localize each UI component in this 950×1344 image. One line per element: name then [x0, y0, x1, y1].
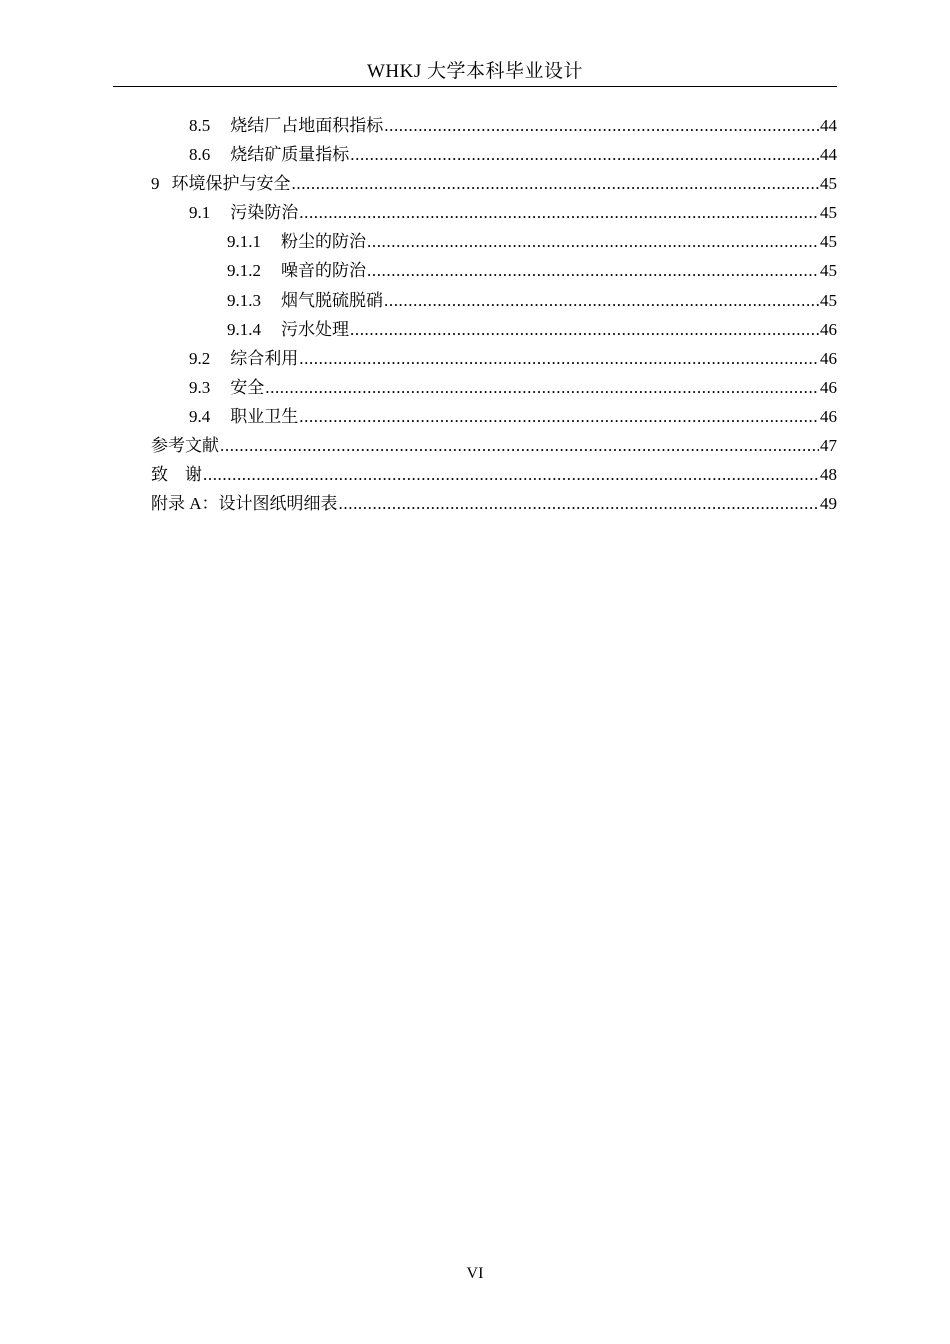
toc-entry-title: 综合利用: [230, 348, 299, 368]
toc-entry-page: 48: [820, 465, 837, 485]
toc-entry-number: 9.1.3: [227, 290, 261, 310]
toc-dot-leader: [350, 315, 819, 344]
toc-entry-number: 9.1.1: [227, 232, 261, 252]
toc-entry-number: 9.4: [189, 406, 211, 426]
toc-entry[interactable]: [151, 286, 837, 315]
toc-dot-leader: [265, 373, 819, 402]
toc-entry[interactable]: [151, 431, 837, 460]
toc-entry[interactable]: [151, 373, 837, 402]
toc-entry-title: 粉尘的防治: [281, 232, 366, 252]
toc-entry-page: 44: [820, 116, 837, 135]
toc-entry-number: 9.3: [189, 377, 211, 397]
toc-entry[interactable]: [151, 198, 837, 227]
running-header: WHKJ 大学本科毕业设计: [366, 61, 584, 82]
toc-entry-page: 45: [820, 174, 837, 194]
toc-dot-leader: [299, 402, 819, 431]
toc-entry-title: 安全: [230, 377, 265, 397]
toc-entry-page: 45: [820, 290, 837, 310]
toc-entry-number: 9.1: [189, 203, 211, 223]
toc-entry-page: 45: [820, 203, 837, 223]
toc-entry-page: 45: [820, 232, 837, 252]
header-rule: [113, 86, 837, 87]
toc-dot-leader: [299, 344, 819, 373]
toc-entry-title: 致 谢: [151, 465, 202, 485]
table-of-contents: [151, 111, 837, 518]
toc-entry-title: 烧结矿质量指标: [230, 145, 350, 165]
toc-entry-page: 49: [820, 494, 837, 514]
toc-dot-leader: [220, 431, 819, 460]
toc-dot-leader: [384, 111, 819, 140]
toc-entry[interactable]: [151, 402, 837, 431]
toc-entry[interactable]: [151, 460, 837, 489]
toc-entry-page: 47: [820, 436, 837, 456]
toc-entry[interactable]: [151, 315, 837, 344]
toc-entry-title: 参考文献: [151, 436, 219, 456]
toc-entry-number: 9.1.4: [227, 319, 261, 339]
toc-dot-leader: [367, 256, 819, 285]
toc-entry[interactable]: [151, 256, 837, 285]
toc-entry-page: 46: [820, 406, 837, 426]
toc-entry-number: 9.1.2: [227, 261, 261, 281]
toc-entry[interactable]: [151, 344, 837, 373]
toc-entry-title: 烟气脱硫脱硝: [281, 290, 383, 310]
toc-entry-title: 烧结厂占地面积指标: [230, 116, 384, 135]
toc-entry-title: 污水处理: [281, 319, 349, 339]
toc-entry[interactable]: [151, 227, 837, 256]
toc-entry[interactable]: [151, 140, 837, 169]
toc-dot-leader: [339, 489, 819, 518]
toc-entry-number: 8.5: [189, 116, 211, 135]
toc-dot-leader: [367, 227, 819, 256]
toc-entry-number: 9: [151, 174, 160, 194]
toc-entry-number: 9.2: [189, 348, 211, 368]
page-number: VI: [466, 1265, 484, 1282]
toc-entry[interactable]: [151, 169, 837, 198]
toc-entry[interactable]: [151, 111, 837, 140]
toc-dot-leader: [292, 169, 820, 198]
toc-dot-leader: [350, 140, 819, 169]
toc-entry-title: 环境保护与安全: [171, 174, 291, 194]
toc-entry-title: 职业卫生: [230, 406, 299, 426]
toc-entry-page: 46: [820, 377, 837, 397]
toc-entry-title: 污染防治: [230, 203, 299, 223]
toc-entry-page: 46: [820, 348, 837, 368]
toc-dot-leader: [299, 198, 819, 227]
toc-entry-number: 8.6: [189, 145, 211, 165]
toc-entry-title: 噪音的防治: [281, 261, 366, 281]
toc-entry[interactable]: [151, 489, 837, 518]
toc-entry-page: 46: [820, 319, 837, 339]
toc-dot-leader: [384, 286, 819, 315]
toc-dot-leader: [203, 460, 819, 489]
toc-entry-page: 45: [820, 261, 837, 281]
toc-entry-page: 44: [820, 145, 837, 165]
toc-entry-title: 附录 A：设计图纸明细表: [151, 494, 338, 514]
